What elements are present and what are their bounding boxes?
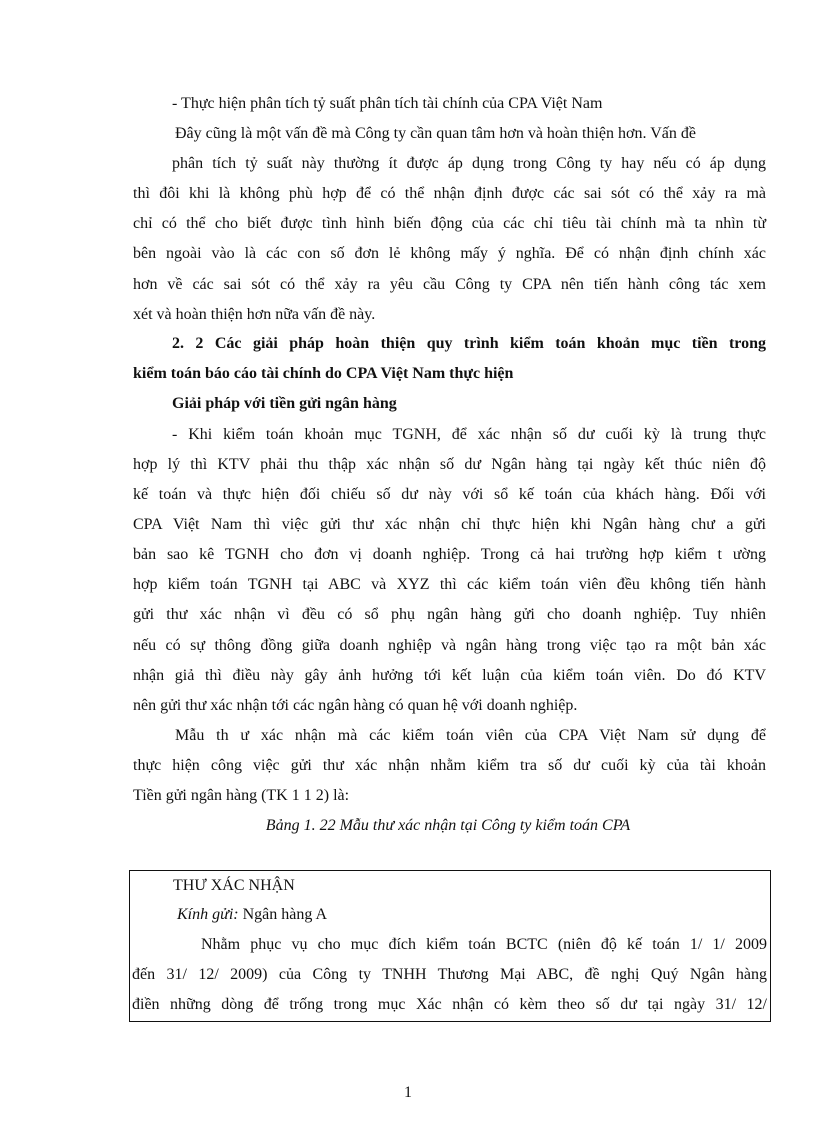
paragraph-line: thì đôi khi là không phù hợp để có thể nhận định được các sai sót có thể xảy ra mà [133, 185, 766, 202]
paragraph-line: Đây cũng là một vấn đề mà Công ty cần quan tâm hơn và hoàn thiện hơn. Vấn đề [175, 125, 696, 142]
paragraph-line: nên gửi thư xác nhận tới các ngân hàng có quan hệ với doanh nghiệp. [133, 697, 578, 714]
paragraph-line: - Khi kiểm toán khoản mục TGNH, để xác nhận số dư cuối kỳ là trung thực [172, 426, 766, 443]
page-number: 1 [404, 1084, 412, 1101]
section-heading: kiểm toán báo cáo tài chính do CPA Việt Nam thực hiện [133, 365, 514, 382]
section-heading: 2. 2 Các giải pháp hoàn thiện quy trình kiểm toán khoản mục tiền trong [172, 335, 766, 352]
letter-body-line: Nhằm phục vụ cho mục đích kiểm toán BCTC (niên độ kế toán 1/ 1/ 2009 [201, 936, 767, 953]
paragraph-line: hợp kiểm toán TGNH tại ABC và XYZ thì các kiểm toán viên đều không tiến hành [133, 576, 766, 593]
paragraph-line: phân tích tỷ suất này thường ít được áp dụng trong Công ty hay nếu có áp dụng [172, 155, 766, 172]
paragraph-line: nếu có sự thông đồng giữa doanh nghiệp và ngân hàng trong việc tạo ra một bản xác [133, 637, 766, 654]
confirmation-letter-box [129, 870, 771, 1022]
paragraph-line: bên ngoài vào là các con số đơn lẻ không mấy ý nghĩa. Để có nhận định chính xác [133, 245, 766, 262]
paragraph-line: Tiền gửi ngân hàng (TK 1 1 2) là: [133, 787, 350, 804]
letter-body-line: điền những dòng để trống trong mục Xác nhận có kèm theo số dư tại ngày 31/ 12/ [132, 996, 767, 1013]
paragraph-line: hợp lý thì KTV phải thu thập xác nhận số dư Ngân hàng tại ngày kết thúc niên độ [133, 456, 766, 473]
paragraph-line: hơn về các sai sót có thể xảy ra yêu cầu Công ty CPA nên tiến hành công tác xem [133, 276, 766, 293]
paragraph-line: chỉ có thể cho biết được tình hình biến động của các chỉ tiêu tài chính mà ta nhìn từ [133, 215, 766, 232]
paragraph-line: gửi thư xác nhận vì đều có sổ phụ ngân hàng gửi cho doanh nghiệp. Tuy nhiên [133, 606, 766, 623]
paragraph-line: thực hiện công việc gửi thư xác nhận nhằm kiểm tra số dư cuối kỳ của tài khoản [133, 757, 766, 774]
salutation-value: Ngân hàng A [238, 906, 328, 923]
paragraph-line: nhận giả thì điều này gây ảnh hưởng tới kết luận của kiểm toán viên. Do đó KTV [133, 667, 766, 684]
paragraph-line: xét và hoàn thiện hơn nữa vấn đề này. [133, 306, 376, 323]
paragraph-line: Mẫu th ư xác nhận mà các kiểm toán viên của CPA Việt Nam sử dụng để [175, 727, 766, 744]
sub-heading: Giải pháp với tiền gửi ngân hàng [172, 395, 397, 412]
paragraph-line: CPA Việt Nam thì việc gửi thư xác nhận chỉ thực hiện khi Ngân hàng chư a gửi [133, 516, 766, 533]
letter-title: THƯ XÁC NHẬN [173, 877, 295, 894]
salutation-label: Kính gửi: [177, 906, 239, 923]
paragraph-line: bản sao kê TGNH cho đơn vị doanh nghiệp. Trong cả hai trường hợp kiểm t ường [133, 546, 766, 563]
letter-body-line: đến 31/ 12/ 2009) của Công ty TNHH Thương Mại ABC, đề nghị Quý Ngân hàng [132, 966, 767, 983]
table-caption: Bảng 1. 22 Mẫu thư xác nhận tại Công ty kiểm toán CPA [265, 817, 631, 834]
paragraph-line: kế toán và thực hiện đối chiếu số dư này với sổ kế toán của khách hàng. Đối với [133, 486, 766, 503]
bullet-line: - Thực hiện phân tích tỷ suất phân tích tài chính của CPA Việt Nam [172, 95, 603, 112]
letter-salutation [177, 905, 327, 925]
